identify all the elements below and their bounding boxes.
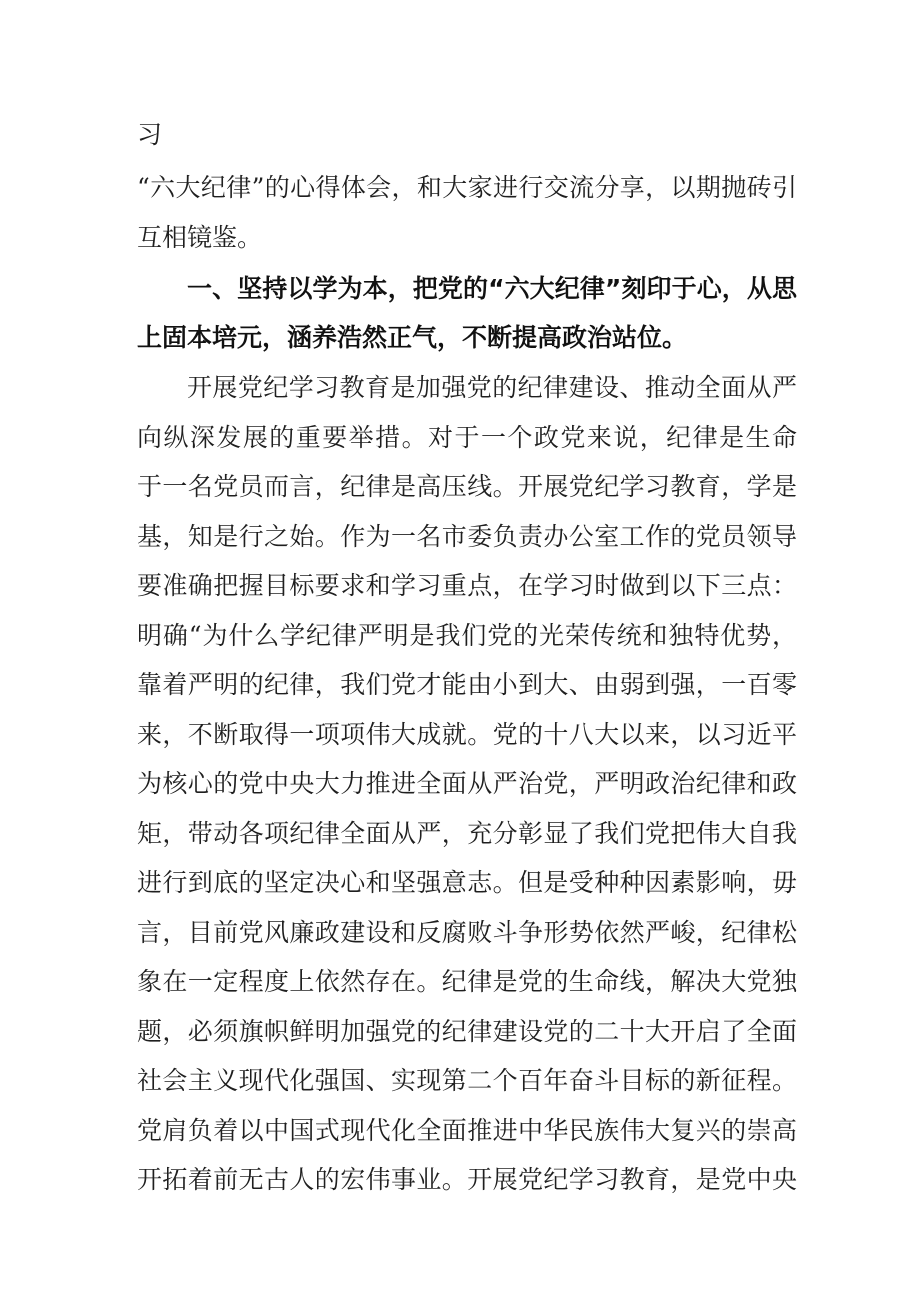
paragraph-line: 向纵深发展的重要举措。对于一个政党来说，纪律是生命 — [137, 423, 797, 452]
text-line: “六大纪律”的心得体会，和大家进行交流分享，以期抛砖引 — [137, 173, 797, 202]
paragraph-line: 于一名党员而言，纪律是高压线。开展党纪学习教育，学是 — [137, 472, 797, 501]
section-heading-line-1: 一、坚持以学为本，把党的“六大纪律”刻印于心，从思 — [187, 274, 797, 303]
paragraph-line: 基，知是行之始。作为一名市委负责办公室工作的党员领导 — [137, 522, 797, 551]
paragraph-first-line: 开展党纪学习教育是加强党的纪律建设、推动全面从严 — [187, 373, 797, 402]
paragraph-line: 题，必须旗帜鲜明加强党的纪律建设党的二十大开启了全面 — [137, 1017, 797, 1046]
paragraph-line: 靠着严明的纪律，我们党才能由小到大、由弱到强，一百零 — [137, 670, 797, 699]
paragraph-line: 党肩负着以中国式现代化全面推进中华民族伟大复兴的崇高 — [137, 1116, 797, 1145]
paragraph-line: 象在一定程度上依然存在。纪律是党的生命线，解决大党独 — [137, 967, 797, 996]
paragraph-line: 来，不断取得一项项伟大成就。党的十八大以来，以习近平 — [137, 720, 797, 749]
paragraph-line: 开拓着前无古人的宏伟事业。开展党纪学习教育，是党中央 — [137, 1165, 797, 1194]
text-line: 互相镜鉴。 — [137, 223, 263, 252]
text-line-fragment: 习 — [137, 120, 163, 149]
paragraph-line: 为核心的党中央大力推进全面从严治党，严明政治纪律和政 — [137, 769, 797, 798]
paragraph-line: 明确“为什么学纪律严明是我们党的光荣传统和独特优势， — [137, 621, 797, 650]
paragraph-line: 进行到底的坚定决心和坚强意志。但是受种种因素影响，毋 — [137, 868, 797, 897]
paragraph-line: 社会主义现代化强国、实现第二个百年奋斗目标的新征程。 — [137, 1066, 797, 1095]
paragraph-line: 言，目前党风廉政建设和反腐败斗争形势依然严峻，纪律松 — [137, 918, 797, 947]
paragraph-line: 要准确把握目标要求和学习重点，在学习时做到以下三点： — [137, 571, 797, 600]
paragraph-line: 矩，带动各项纪律全面从严，充分彰显了我们党把伟大自我 — [137, 819, 797, 848]
section-heading-line-2: 上固本培元，涵养浩然正气，不断提高政治站位。 — [137, 323, 688, 352]
